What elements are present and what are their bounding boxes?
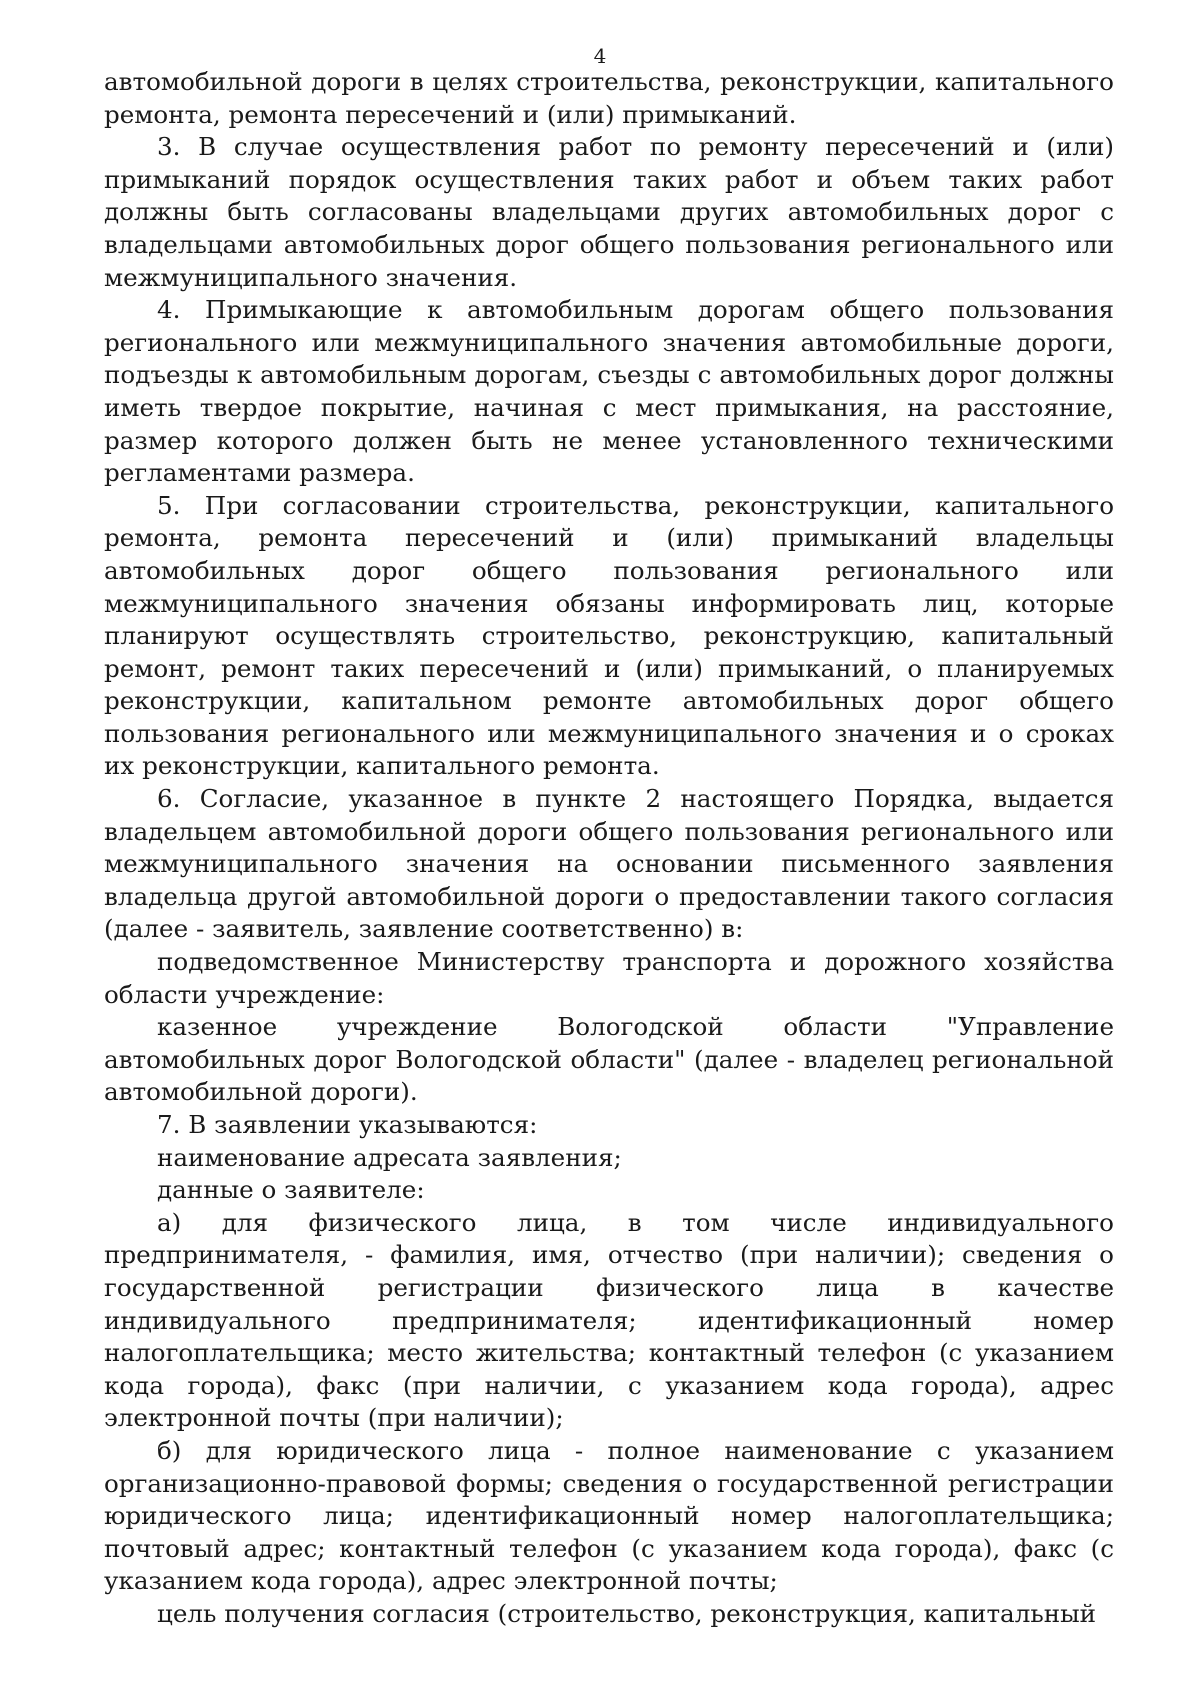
paragraph-continuation: автомобильной дороги в целях строительства, реконструкции, капитального ремонта, ремонта пересечений и (или) примыканий. bbox=[104, 67, 1114, 129]
paragraph-government-institution: казенное учреждение Вологодской области "Управление автомобильных дорог Вологодской области" (далее - владелец региональной автомобильной дороги). bbox=[104, 1012, 1114, 1107]
paragraph-item-6: 6. Согласие, указанное в пункте 2 настоящего Порядка, выдается владельцем автомобильной дороги общего пользования регионального или межмуниципального значения на основании письменного заявления владельца другой автомобильной дороги о предоставлении такого согласия (далее - заявитель, заявление соответственно) в: bbox=[104, 784, 1114, 944]
paragraph-item-3: 3. В случае осуществления работ по ремонту пересечений и (или) примыканий порядок осуществления таких работ и объем таких работ должны быть согласованы владельцами других автомобильных дорог с владельцами автомобильных дорог общего пользования регионального или межмуниципального значения. bbox=[104, 132, 1114, 292]
paragraph-addressee: наименование адресата заявления; bbox=[157, 1142, 622, 1172]
paragraph-purpose: цель получения согласия (строительство, реконструкция, капитальный bbox=[157, 1598, 1097, 1628]
paragraph-subordinate-institution: подведомственное Министерству транспорта и дорожного хозяйства области учреждение: bbox=[104, 947, 1114, 1009]
paragraph-subitem-a: а) для физического лица, в том числе индивидуального предпринимателя, - фамилия, имя, отчество (при наличии); сведения о государственной регистрации физического лица в качестве индивидуального предпринимателя; идентификационный номер налогоплательщика; место жительства; контактный телефон (с указанием кода города), факс (при наличии, с указанием кода города), адрес электронной почты (при наличии); bbox=[104, 1207, 1114, 1433]
paragraph-item-5: 5. При согласовании строительства, реконструкции, капитального ремонта, ремонта пересечений и (или) примыканий владельцы автомобильных дорог общего пользования регионального или межмуниципального значения обязаны информировать лиц, которые планируют осуществлять строительство, реконструкцию, капитальный ремонт, ремонт таких пересечений и (или) примыканий, о планируемых реконструкции, капитальном ремонте автомобильных дорог общего пользования регионального или межмуниципального значения и о сроках их реконструкции, капитального ремонта. bbox=[104, 490, 1114, 781]
page-number: 4 bbox=[593, 44, 607, 68]
paragraph-item-7: 7. В заявлении указываются: bbox=[157, 1110, 538, 1139]
paragraph-subitem-b: б) для юридического лица - полное наименование с указанием организационно-правовой формы; сведения о государственной регистрации юридического лица; идентификационный номер налогоплательщика; почтовый адрес; контактный телефон (с указанием кода города), факс (с указанием кода города), адрес электронной почты; bbox=[104, 1435, 1114, 1596]
paragraph-item-4: 4. Примыкающие к автомобильным дорогам общего пользования регионального или межмуниципального значения автомобильные дороги, подъезды к автомобильным дорогам, съезды с автомобильных дорог должны иметь твердое покрытие, начиная с мест примыкания, на расстояние, размер которого должен быть не менее установленного техническими регламентами размера. bbox=[104, 295, 1114, 488]
document-body bbox=[104, 66, 1114, 1631]
paragraph-applicant-data: данные о заявителе: bbox=[157, 1175, 425, 1205]
